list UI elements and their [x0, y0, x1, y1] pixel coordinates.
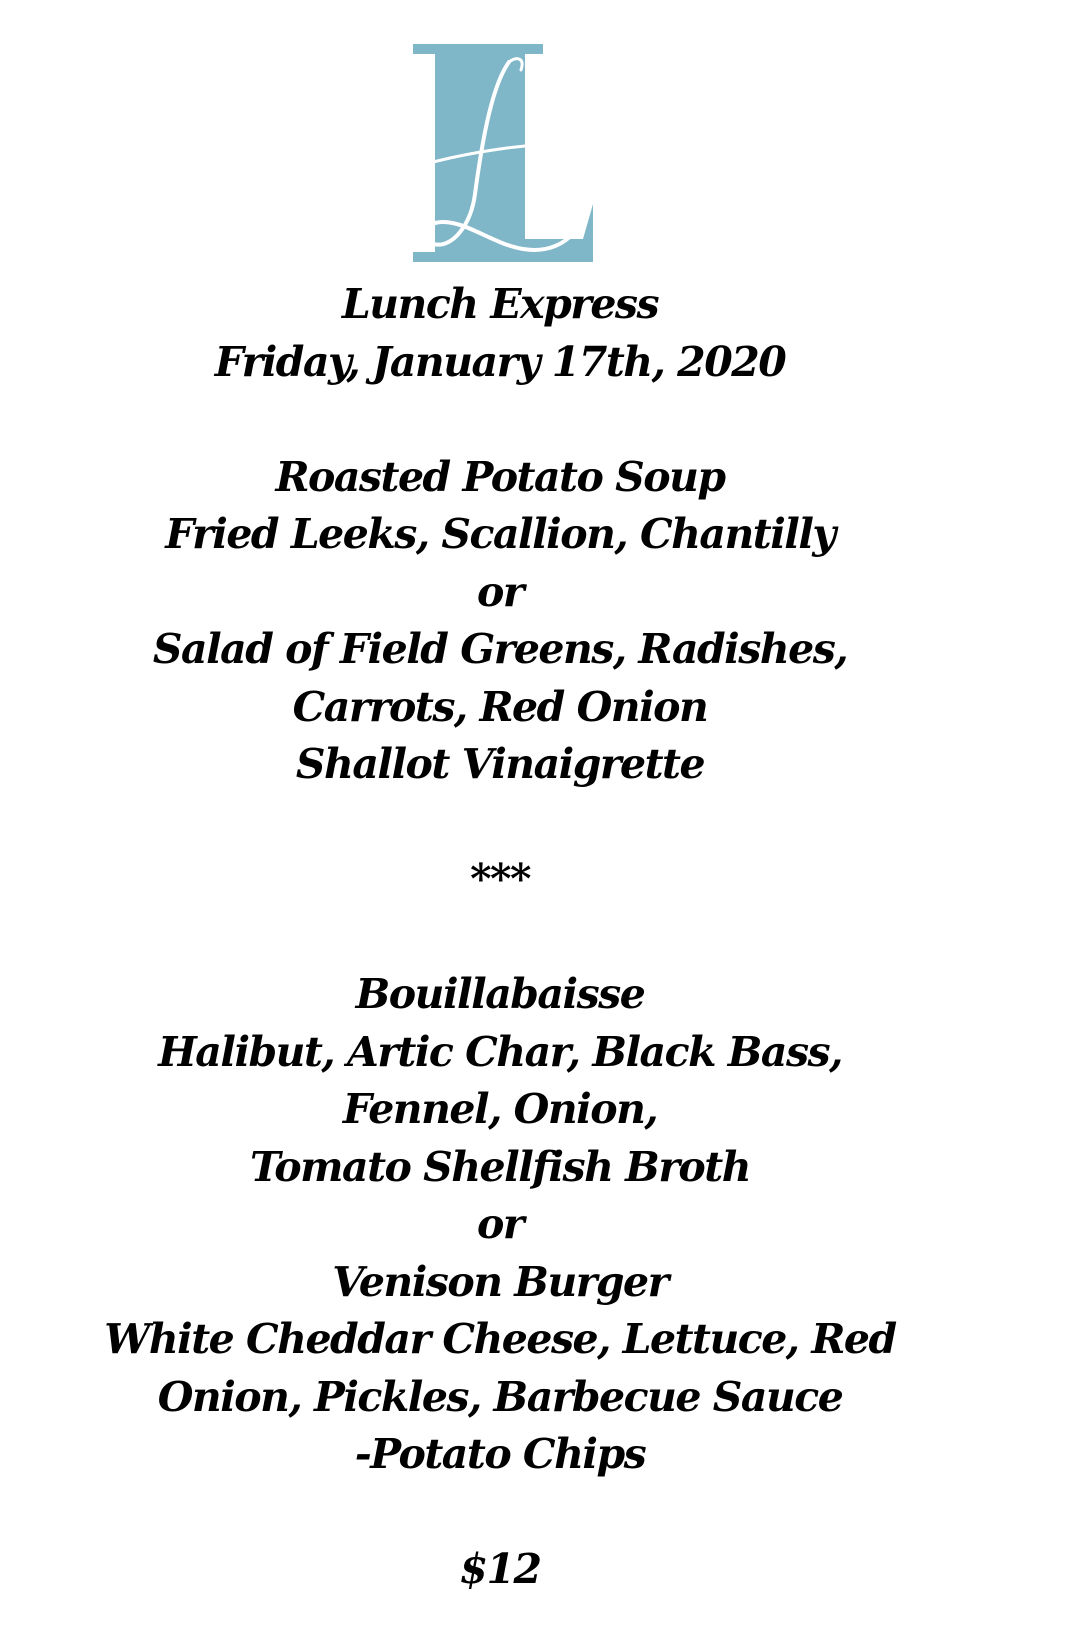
- spacer: [0, 1484, 1000, 1542]
- menu-date: Friday, January 17th, 2020: [214, 337, 786, 386]
- spacer: [0, 794, 1000, 852]
- first-course-option1-name: Roasted Potato Soup: [275, 452, 725, 501]
- second-course-separator: or: [477, 1200, 523, 1248]
- restaurant-logo-l: [413, 44, 593, 262]
- second-course-option2-line2: Onion, Pickles, Barbecue Sauce: [157, 1372, 843, 1421]
- course-divider: ***: [470, 855, 530, 903]
- second-course-option1-name: Bouillabaisse: [355, 970, 645, 1018]
- first-course-option2-line1: Salad of Field Greens, Radishes,: [152, 625, 848, 673]
- second-course-option1-line2: Fennel, Onion,: [342, 1085, 658, 1133]
- second-course-option2-line1: White Cheddar Cheese, Lettuce, Red: [104, 1315, 896, 1363]
- menu-text: [0, 276, 1000, 1599]
- first-course-separator: or: [477, 567, 523, 616]
- first-course-option1-details: Fried Leeks, Scallion, Chantilly: [165, 510, 835, 558]
- second-course-option1-line1: Halibut, Artic Char, Black Bass,: [158, 1027, 842, 1076]
- menu-price: $12: [459, 1545, 541, 1593]
- spacer: [0, 391, 1000, 449]
- second-course-option2-name: Venison Burger: [332, 1257, 668, 1306]
- first-course-option2-line3: Shallot Vinaigrette: [295, 740, 705, 788]
- first-course-option2-line2: Carrots, Red Onion: [292, 682, 708, 731]
- second-course-option1-line3: Tomato Shellfish Broth: [249, 1142, 751, 1191]
- spacer: [0, 909, 1000, 967]
- second-course-option2-line3: -Potato Chips: [354, 1430, 646, 1478]
- menu-title: Lunch Express: [341, 280, 659, 328]
